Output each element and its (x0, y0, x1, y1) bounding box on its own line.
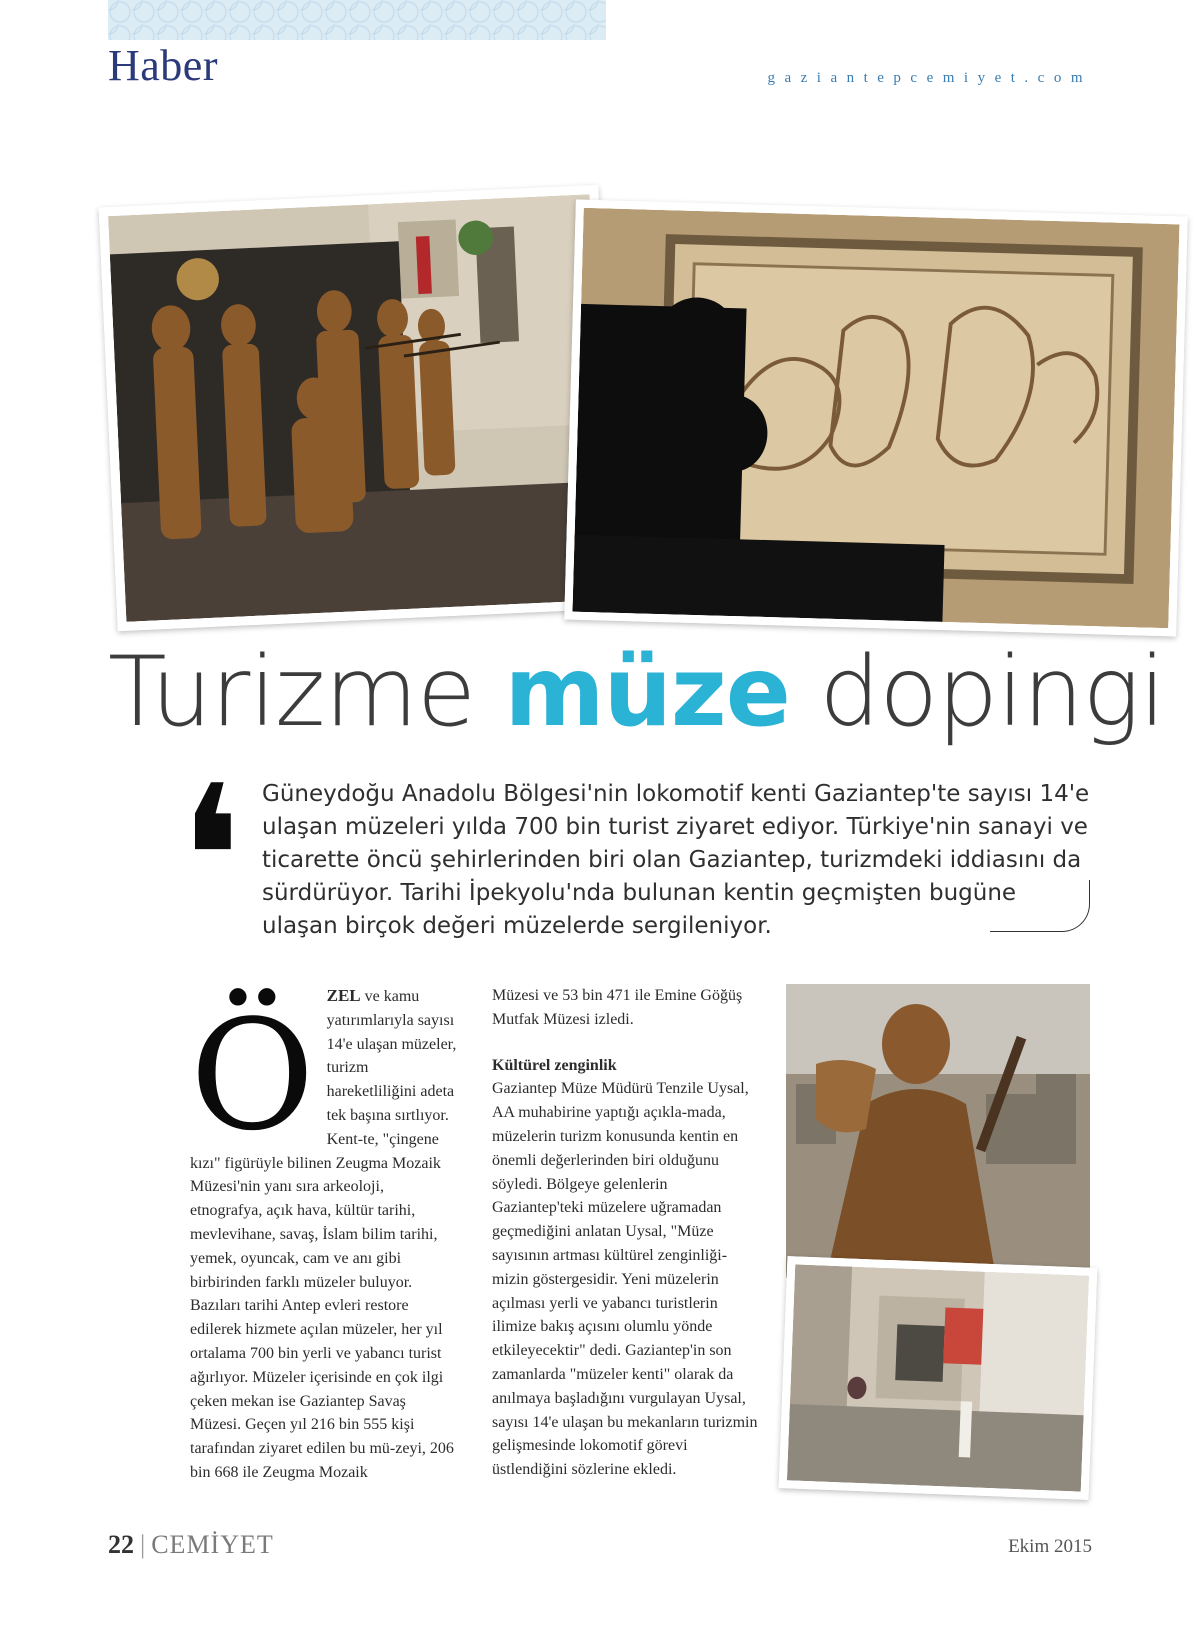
site-url: gaziantepcemiyet.com (767, 70, 1092, 86)
magazine-name: CEMİYET (151, 1530, 274, 1559)
article-column-2 (492, 984, 762, 1482)
quote-mark-icon: ❛ (178, 743, 243, 976)
photo-war-statues (99, 185, 618, 631)
dropcap: Ö (190, 987, 315, 1164)
footer-page-info (108, 1530, 274, 1560)
lead-bracket-decoration (990, 880, 1090, 932)
header-pattern (108, 0, 606, 40)
column-1-text: ve kamu yatırımlarıyla sayısı 14'e ulaşan müzeler, turizm hareketliliğini adeta tek başına sırtlıyor. Kent-te, "çingene kızı" figürüyle bilinen Zeugma Mozaik Müzesi'nin yanı sıra arkeoloji, etnografya, açık hava, kültür tarihi, mevlevihane, savaş, İslam bilim tarihi, yemek, oyuncak, cam ve anı gibi birbirinden farklı müzeler buluyor. Bazıları tarihi Antep evleri restore edilerek hizmete açılan müzeler, her yıl ortalama 700 bin yerli ve yabancı turist ağırlıyor. Müzeler içerisinde en çok ilgi çeken mekan ise Gaziantep Savaş Müzesi. Geçen yıl 216 bin 555 kişi tarafından ziyaret edilen bu mü-zeyi, 206 bin 668 ile Zeugma Mozaik (190, 988, 457, 1481)
headline (108, 632, 1165, 752)
footer-separator: | (140, 1530, 146, 1559)
headline-part-2: dopingi (789, 636, 1165, 748)
article-column-1 (190, 984, 458, 1485)
column-2-body: Gaziantep Müze Müdürü Tenzile Uysal, AA muhabirine yaptığı açıkla-mada, müzelerin turizm konusunda kentin en önemli değerlerinden biri olduğunu söyledi. Bölgeye gelenlerin Gaziantep'teki müzelere uğramadan geçmediğini anlatan Uysal, "Müze sayısının artması kültürel zenginliği-mizin göstergesidir. Yeni müzelerin açılması yerli ve yabancı turistlerin ilimize bakış açısını olumlu yönde etkileyecektir" dedi. Gaziantep'in son zamanlarda "müzeler kenti" olarak da anılmaya başladığını vurgulayan Uysal, sayısı 14'e ulaşan bu mekanların turizmin gelişmesinde lokomotif görevi üstlendiğini sözlerine ekledi. (492, 1080, 758, 1479)
section-label: Haber (108, 41, 218, 90)
courtyard-illustration (787, 1264, 1089, 1491)
column-2-intro: Müzesi ve 53 bin 471 ile Emine Göğüş Mutfak Müzesi izledi. (492, 987, 743, 1028)
page-number: 22 (108, 1530, 134, 1559)
lead-word: ZEL (326, 986, 361, 1005)
photo-statue-woman (786, 984, 1090, 1278)
photo-museum-courtyard (779, 1256, 1098, 1500)
mosaic-illustration (572, 208, 1179, 628)
headline-accent: müze (504, 636, 790, 748)
statue-illustration (786, 984, 1090, 1278)
war-statues-illustration (108, 194, 608, 621)
headline-part-1: Turizme (108, 636, 505, 748)
issue-date: Ekim 2015 (1008, 1536, 1092, 1557)
photo-zeugma-mosaic (564, 200, 1187, 637)
lead-paragraph: Güneydoğu Anadolu Bölgesi'nin lokomotif kenti Gaziantep'te sayısı 14'e ulaşan müzeleri yılda 700 bin turist ziyaret ediyor. Türkiye'nin sanayi ve ticarette öncü şehirlerinden biri olan Gaziantep, turizmdeki iddiasını da sürdürüyor. Tarihi İpekyolu'nda bulunan kentin geçmişten bugüne ulaşan birçok değeri müzelerde sergileniyor. (262, 781, 1090, 939)
subhead: Kültürel zenginlik (492, 1056, 617, 1074)
